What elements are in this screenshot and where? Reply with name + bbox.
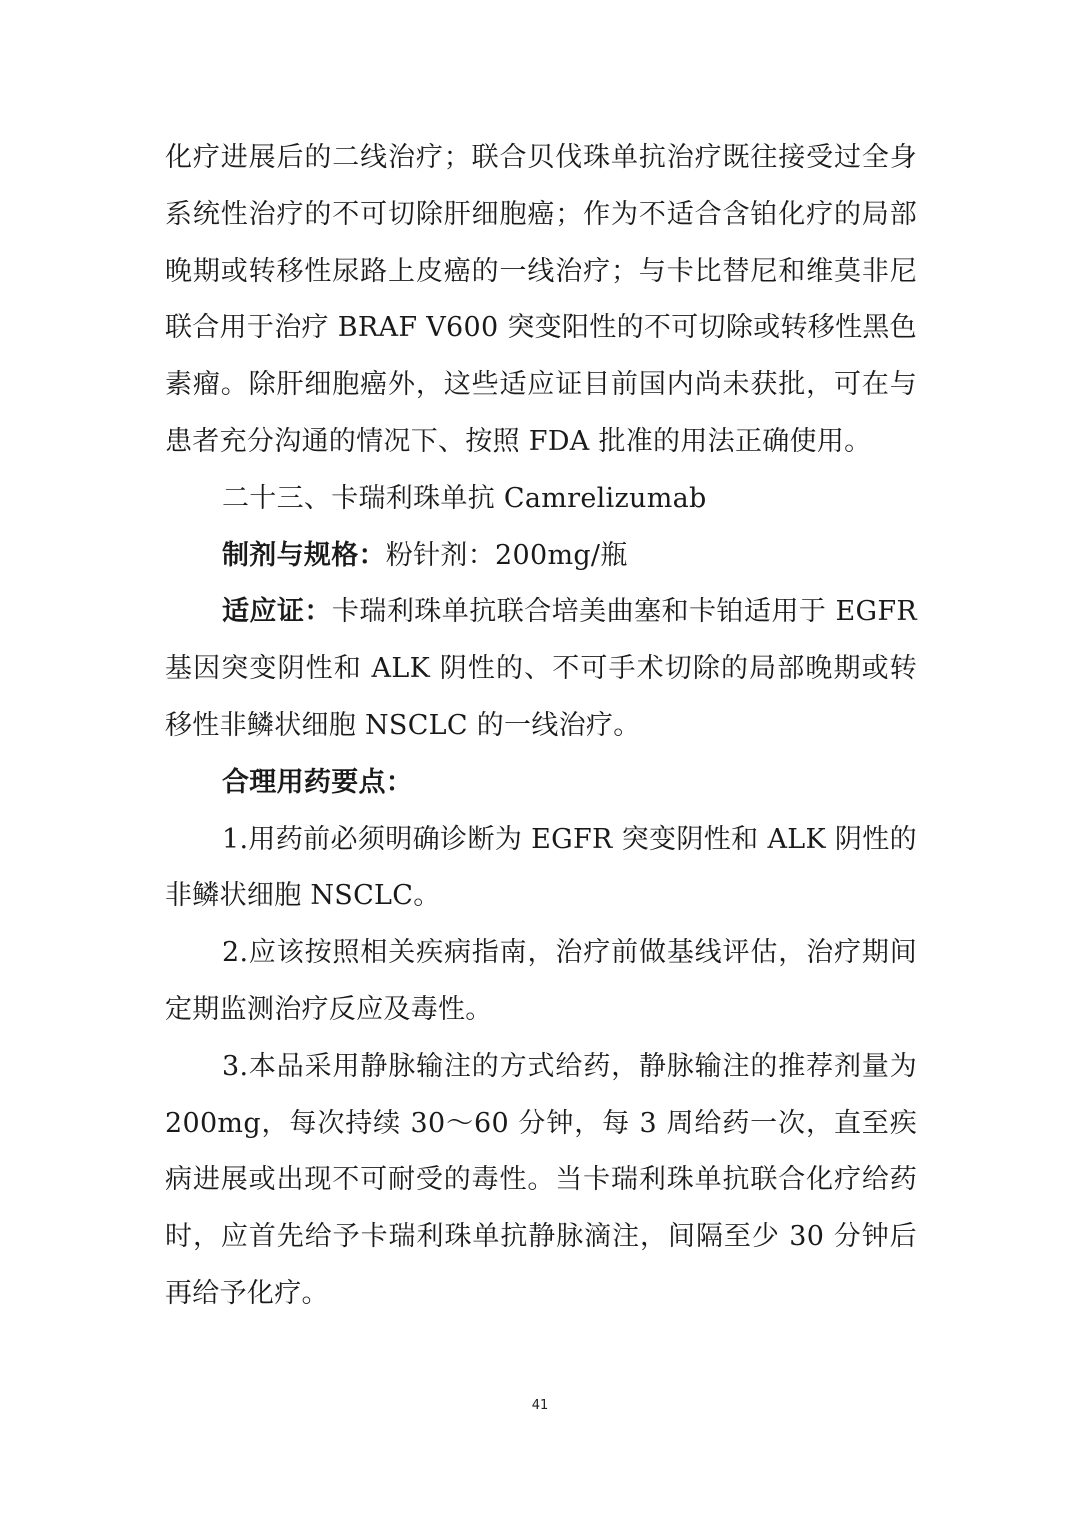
key-point-2: 2.应该按照相关疾病指南，治疗前做基线评估，治疗期间定期监测治疗反应及毒性。 xyxy=(165,937,917,1025)
section-heading: 二十三、卡瑞利珠单抗 Camrelizumab xyxy=(222,482,707,514)
indication-paragraph xyxy=(165,584,917,754)
indication-text: 卡瑞利珠单抗联合培美曲塞和卡铂适用于 EGFR 基因突变阴性和 ALK 阴性的、不可手术切除的局部晚期或转移性非鳞状细胞 NSCLC 的一线治疗。 xyxy=(165,596,917,741)
page-body xyxy=(165,130,917,1323)
page-number: 41 xyxy=(531,1398,549,1413)
formulation-paragraph xyxy=(165,528,917,585)
key-point-3: 3.本品采用静脉输注的方式给药，静脉输注的推荐剂量为 200mg，每次持续 30～60 分钟，每 3 周给药一次，直至疾病进展或出现不可耐受的毒性。当卡瑞利珠单抗联合化疗给药时，应首先给予卡瑞利珠单抗静脉滴注，间隔至少 30 分钟后再给予化疗。 xyxy=(165,1050,917,1309)
key-points-heading: 合理用药要点： xyxy=(222,766,414,798)
key-point-1: 1.用药前必须明确诊断为 EGFR 突变阴性和 ALK 阴性的非鳞状细胞 NSCLC。 xyxy=(165,823,917,912)
continuation-paragraph: 化疗进展后的二线治疗；联合贝伐珠单抗治疗既往接受过全身系统性治疗的不可切除肝细胞癌；作为不适合含铂化疗的局部晚期或转移性尿路上皮癌的一线治疗；与卡比替尼和维莫非尼联合用于治疗 BRAF V600 突变阳性的不可切除或转移性黑色素瘤。除肝细胞癌外，这些适应证目前国内尚未获批，可在与患者充分沟通的情况下、按照 FDA 批准的用法正确使用。 xyxy=(165,142,917,457)
formulation-text: 粉针剂：200mg/瓶 xyxy=(385,539,628,571)
indication-label: 适应证： xyxy=(222,596,332,628)
formulation-label: 制剂与规格： xyxy=(222,539,386,571)
